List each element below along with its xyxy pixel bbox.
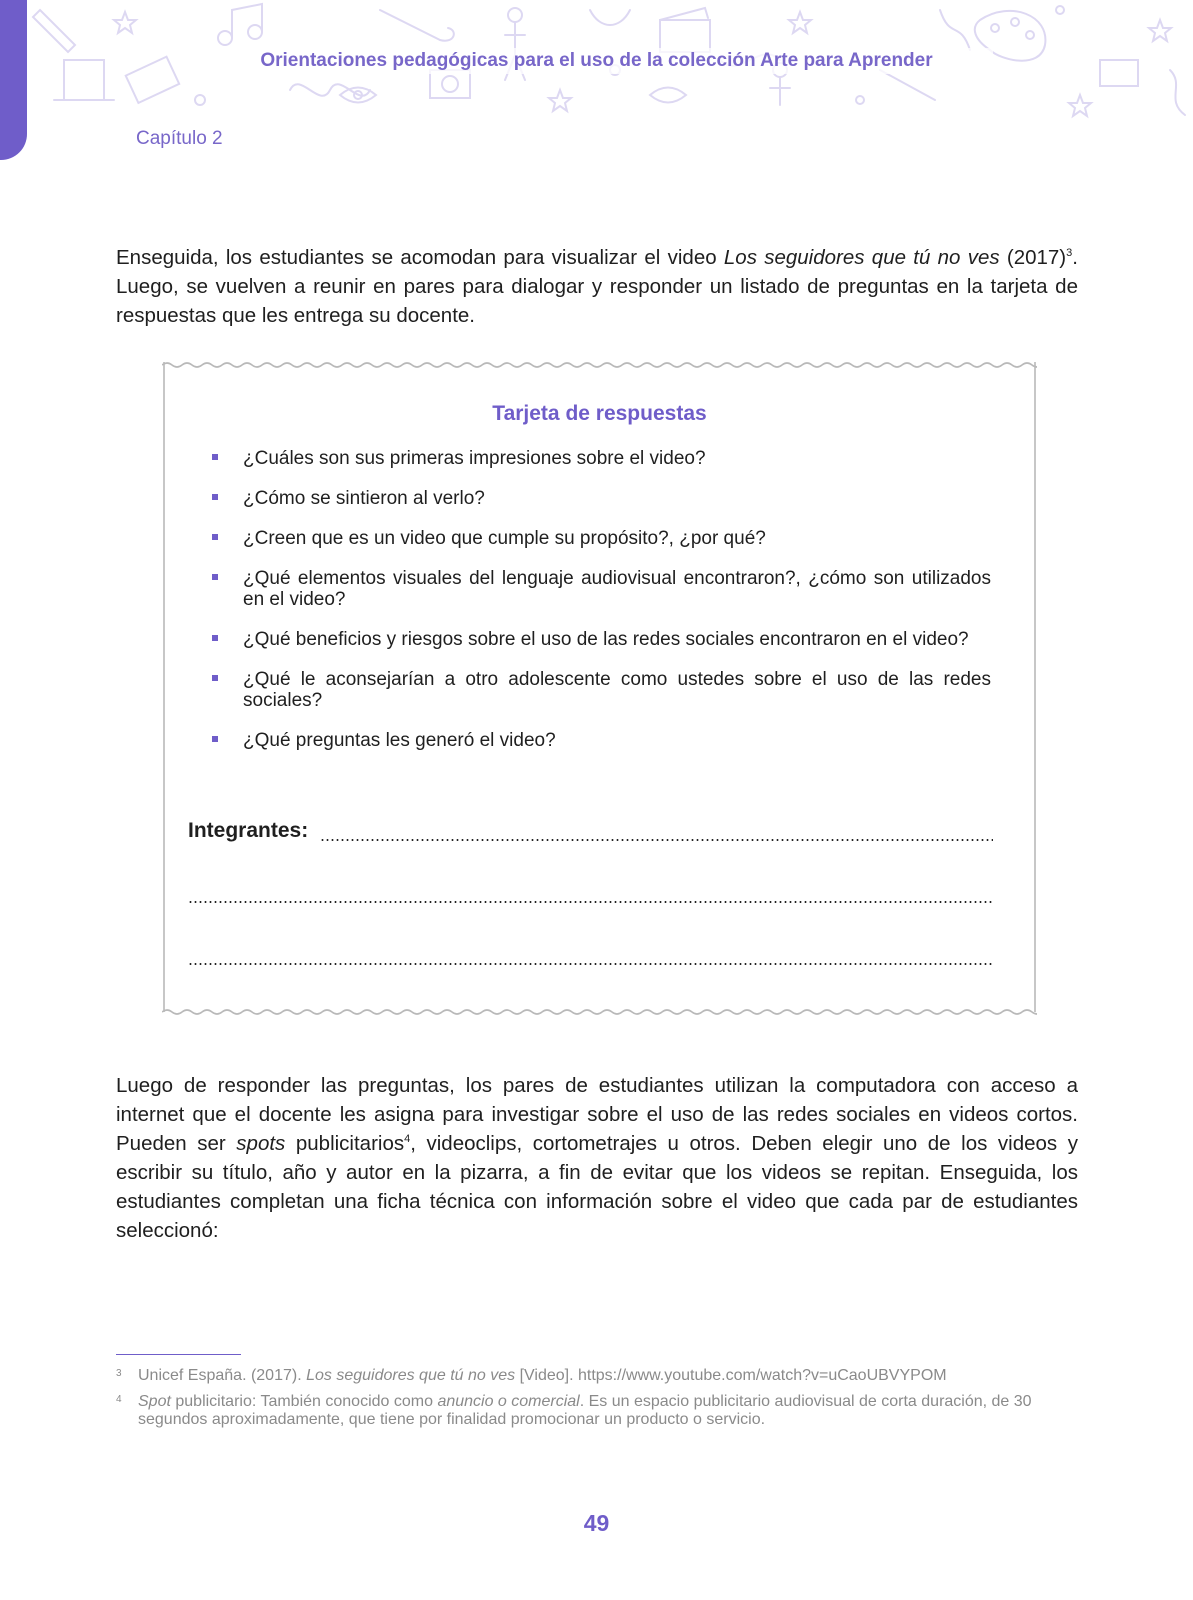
members-label: Integrantes:	[188, 819, 309, 842]
square-bullet-icon	[212, 454, 218, 460]
closing-text-2: publicitarios	[285, 1132, 405, 1155]
pen-nib-icon	[33, 10, 75, 52]
question-text: ¿Creen que es un video que cumple su propósito?, ¿por qué?	[243, 528, 766, 549]
question-item	[212, 528, 991, 549]
film-clapper-icon	[660, 8, 710, 52]
footnote-ref-3[interactable]: 3	[1066, 247, 1073, 260]
square-bullet-icon	[212, 675, 218, 681]
chapter-label: Capítulo 2	[136, 128, 223, 149]
members-section	[188, 819, 993, 849]
question-item	[212, 488, 991, 509]
footnote-number: 4	[116, 1394, 122, 1405]
footnote-text: publicitario: También conocido como	[170, 1393, 438, 1410]
intro-text-2: (2017)	[999, 246, 1067, 269]
square-bullet-icon	[212, 494, 218, 500]
page-number: 49	[583, 1510, 610, 1536]
footnote-italic: Los seguidores que tú no ves	[306, 1367, 516, 1384]
footnote-text: Unicef España. (2017).	[138, 1367, 307, 1384]
question-text: ¿Qué beneficios y riesgos sobre el uso de las redes sociales encontraron en el video?	[243, 629, 969, 650]
closing-paragraph	[116, 1071, 1078, 1245]
question-text: ¿Qué elementos visuales del lenguaje audiovisual encontraron?, ¿cómo son utilizados en el video?	[243, 568, 991, 610]
top-hat-icon	[54, 60, 114, 100]
footnote-4	[116, 1393, 1078, 1429]
answer-card	[162, 362, 1037, 1030]
square-bullet-icon	[212, 534, 218, 540]
question-text: ¿Qué preguntas les generó el video?	[243, 730, 556, 751]
members-line-3[interactable]	[188, 963, 993, 965]
footnote-italic: Spot	[138, 1393, 171, 1410]
closing-spots: spots	[236, 1132, 286, 1155]
intro-text-1: Enseguida, los estudiantes se acomodan para visualizar el video	[116, 246, 724, 269]
closing-text-3: , videoclips, cortometrajes u otros. Deben elegir uno de los videos y escribir su título, año y autor en la pizarra, a fin de evitar que los videos se repitan. Enseguida, los estudiantes completan una ficha técnica con información sobre el video que cada par de estudiantes seleccionó:	[116, 1132, 1078, 1242]
eye-icon	[340, 88, 686, 103]
intro-video-title: Los seguidores que tú no ves	[723, 246, 1000, 269]
question-item	[212, 448, 991, 469]
header-title: Orientaciones pedagógicas para el uso de la colección Arte para Aprender	[200, 48, 993, 74]
members-line-2[interactable]	[188, 901, 993, 903]
members-line-1[interactable]	[320, 839, 993, 841]
ticket-icon	[126, 57, 179, 103]
question-text: ¿Qué le aconsejarían a otro adolescente como ustedes sobre el uso de las redes sociales?	[243, 669, 991, 711]
question-item	[212, 669, 991, 711]
answer-card-title: Tarjeta de respuestas	[492, 402, 707, 425]
footnote-italic-2: anuncio o comercial	[437, 1393, 580, 1410]
chapter-side-tab	[0, 0, 27, 160]
footnote-number: 3	[116, 1368, 122, 1379]
music-note-icon	[218, 4, 262, 45]
intro-paragraph	[116, 243, 1078, 330]
square-bullet-icon	[212, 635, 218, 641]
question-item	[212, 568, 991, 610]
square-bullet-icon	[212, 574, 218, 580]
footnote-text-2: . Es un espacio publicitario audiovisual de corta duración, de 30 segundos aproximadamente, que tiene por finalidad promocionar un producto o servicio.	[138, 1393, 1032, 1428]
question-list	[212, 448, 1152, 770]
question-text: ¿Cómo se sintieron al verlo?	[243, 488, 485, 509]
footnote-ref-4[interactable]: 4	[404, 1133, 411, 1146]
closing-text-1: Luego de responder las preguntas, los pares de estudiantes utilizan la computadora con acceso a internet que el docente les asigna para investigar sobre el uso de las redes sociales en videos cortos. Pueden ser	[116, 1074, 1078, 1155]
footnote-link[interactable]: [Video]. https://www.youtube.com/watch?v=uCaoUBVYPOM	[515, 1367, 947, 1384]
square-bullet-icon	[212, 736, 218, 742]
intro-text-3: . Luego, se vuelven a reunir en pares para dialogar y responder un listado de preguntas en la tarjeta de respuestas que les entrega su docente.	[116, 246, 1078, 327]
question-item	[212, 629, 991, 650]
question-text: ¿Cuáles son sus primeras impresiones sobre el video?	[243, 448, 706, 469]
footnote-3	[116, 1367, 1078, 1385]
question-item	[212, 730, 991, 751]
footnote-divider	[116, 1354, 241, 1355]
